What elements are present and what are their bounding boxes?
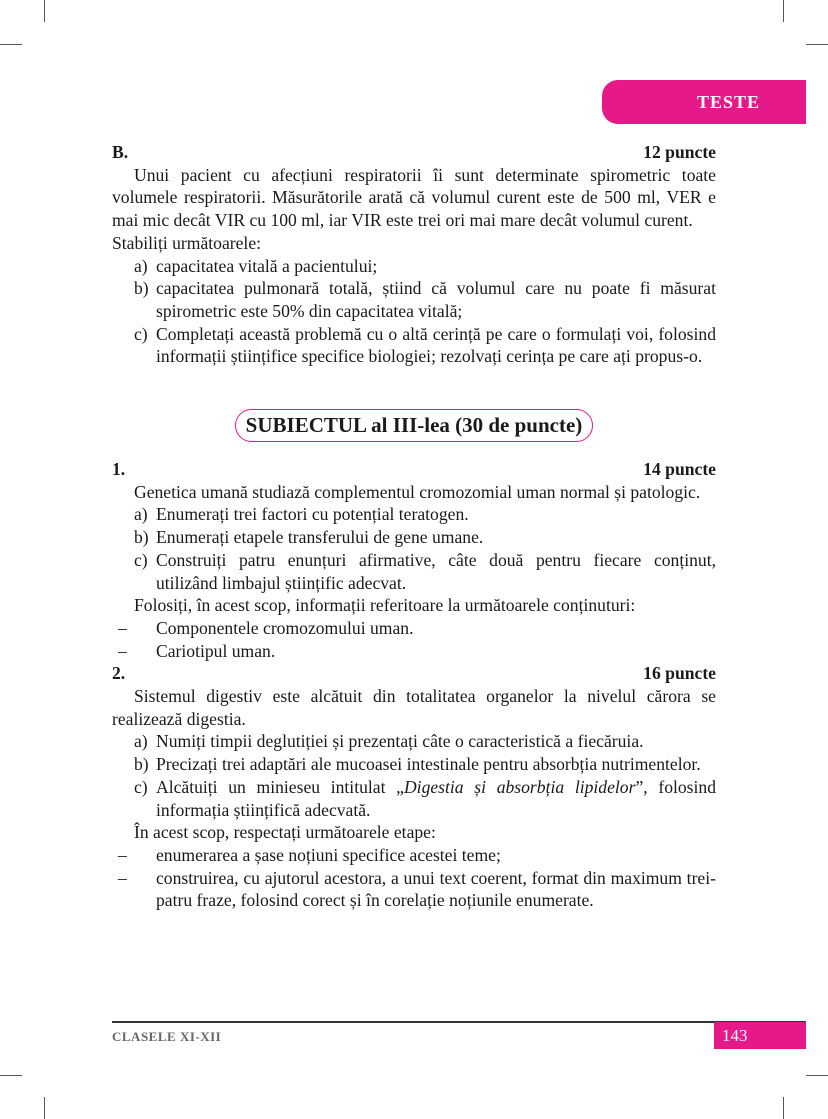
q1-note: Folosiți, în acest scop, informații referitoare la următoarele conținuturi: bbox=[134, 595, 636, 616]
crop-mark bbox=[44, 0, 45, 22]
q2-note: În acest scop, respectați următoarele etape: bbox=[134, 822, 436, 843]
crop-mark bbox=[806, 44, 828, 45]
q1-points: 14 puncte bbox=[643, 459, 716, 480]
page-number: 143 bbox=[714, 1022, 806, 1049]
list-item: c) Construiți patru enunțuri afirmative, câte două pentru fiecare conținut, utilizând limbajul științific adecvat. bbox=[134, 549, 716, 593]
essay-title: Digestia și absorbția lipidelor bbox=[403, 776, 636, 797]
crop-mark bbox=[44, 1097, 45, 1119]
section-b-prompt: Stabiliți următoarele: bbox=[112, 232, 262, 253]
list-item: b) Precizați trei adaptări ale mucoasei intestinale pentru absorbția nutrimentelor. bbox=[134, 754, 701, 775]
list-item: c) Alcătuiți un minieseu intitulat „Digestia și absorbția lipidelor”, folosind informația științifică adecvată. bbox=[134, 776, 716, 820]
q1-intro: Genetica umană studiază complementul cromozomial uman normal și patologic. bbox=[134, 481, 701, 502]
subject-title: SUBIECTUL al III-lea (30 de puncte) bbox=[235, 409, 594, 442]
section-b-heading bbox=[112, 141, 716, 164]
crop-mark bbox=[783, 0, 784, 22]
crop-mark bbox=[806, 1075, 828, 1076]
q1-label: 1. bbox=[112, 459, 126, 480]
list-item: b) capacitatea pulmonară totală, știind că volumul care nu poate fi măsurat spirometric este 50% din capacitatea vitală; bbox=[134, 278, 716, 321]
footer-class-label: CLASELE XI-XII bbox=[112, 1029, 222, 1044]
q2-intro: Sistemul digestiv este alcătuit din totalitatea organelor la nivelul cărora se realizează digestia. bbox=[112, 686, 716, 729]
q2-heading bbox=[112, 662, 716, 685]
list-item: c) Completați această problemă cu o altă cerință pe care o formulați voi, folosind informații științifice specifice biologiei; rezolvați cerința pe care ați propus-o. bbox=[134, 323, 716, 367]
page-content bbox=[112, 141, 716, 912]
dash-item: – Cariotipul uman. bbox=[118, 640, 276, 661]
q1-heading bbox=[112, 458, 716, 481]
dash-item: – Componentele cromozomului uman. bbox=[118, 617, 414, 638]
section-b-intro: Unui pacient cu afecțiuni respiratorii îi sunt determinate spirometric toate volumele respiratorii. Măsurătorile arată că volumul curent este de 500 ml, VER e mai mic decât VIR cu 100 ml, iar VIR este trei ori mai mare decât volumul curent. bbox=[112, 164, 716, 231]
section-b-points: 12 puncte bbox=[643, 142, 716, 162]
crop-mark bbox=[0, 1075, 22, 1076]
header-tab bbox=[602, 80, 806, 124]
list-item: b) Enumerați etapele transferului de gene umane. bbox=[134, 527, 484, 548]
header-label: TESTE bbox=[696, 91, 760, 112]
q2-label: 2. bbox=[112, 663, 126, 684]
list-item: a) capacitatea vitală a pacientului; bbox=[134, 255, 378, 276]
list-item: a) Enumerați trei factori cu potențial teratogen. bbox=[134, 504, 469, 525]
footer-rule bbox=[112, 1021, 806, 1023]
list-item: a) Numiți timpii deglutiției și prezentați câte o caracteristică a fiecăruia. bbox=[134, 731, 644, 752]
q2-points: 16 puncte bbox=[643, 663, 716, 684]
section-b-label: B. bbox=[112, 142, 129, 162]
crop-mark bbox=[0, 44, 22, 45]
dash-item: – construirea, cu ajutorul acestora, a unui text coerent, format din maximum trei-patru fraze, folosind corect și în corelație noțiunile enumerate. bbox=[118, 867, 716, 911]
crop-mark bbox=[783, 1097, 784, 1119]
dash-item: – enumerarea a șase noțiuni specifice acestei teme; bbox=[118, 844, 501, 865]
